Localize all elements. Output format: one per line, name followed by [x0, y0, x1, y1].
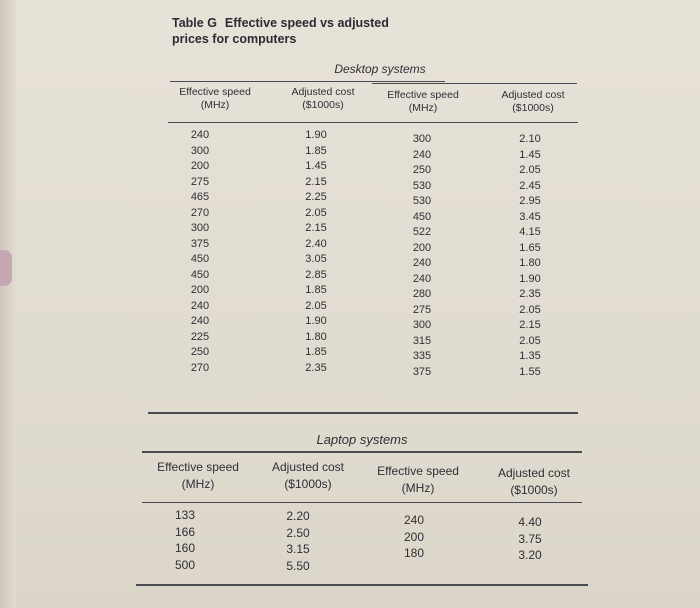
cell: 200 — [403, 529, 425, 544]
cell: 240 — [412, 257, 432, 269]
laptop-column-cost-1 — [268, 508, 328, 574]
cell: 1.45 — [305, 160, 327, 172]
cell: 2.85 — [305, 268, 327, 281]
cell: 3.75 — [518, 531, 542, 546]
cell: 1.65 — [519, 241, 541, 254]
cell: 450 — [190, 253, 210, 265]
cell: 375 — [412, 365, 432, 378]
header-unit: (MHz) — [408, 102, 438, 114]
laptop-header-speed-1 — [138, 459, 258, 493]
cell: 450 — [412, 210, 432, 223]
cell: 2.40 — [305, 237, 327, 250]
cell: 275 — [190, 175, 210, 188]
desktop-caption: Desktop systems — [334, 62, 426, 76]
laptop-column-speed-2 — [384, 512, 444, 562]
cell: 270 — [190, 206, 210, 219]
cell: 2.20 — [286, 509, 310, 523]
cell: 240 — [190, 129, 210, 141]
cell: 3.45 — [519, 210, 541, 223]
title-line-2: prices for computers — [172, 32, 297, 46]
cell: 300 — [190, 222, 210, 234]
cell: 1.90 — [305, 129, 327, 141]
cell: 450 — [190, 268, 210, 281]
header-unit: ($1000s) — [512, 102, 554, 114]
cell: 4.15 — [519, 226, 541, 238]
cell: 2.05 — [305, 206, 327, 219]
cell: 3.20 — [518, 548, 542, 562]
cell: 240 — [412, 148, 432, 161]
header-text: Adjusted cost — [271, 460, 345, 474]
background-object — [0, 250, 12, 286]
laptop-column-cost-2 — [500, 514, 560, 564]
cell: 1.90 — [305, 315, 327, 327]
cell: 530 — [412, 179, 432, 192]
page-edge-shadow — [0, 0, 16, 608]
cell: 225 — [190, 330, 210, 343]
header-unit: ($1000s) — [284, 477, 332, 491]
cell: 4.40 — [518, 515, 542, 529]
desktop-column-cost-1 — [286, 128, 346, 376]
desktop-column-speed-2 — [392, 132, 452, 380]
cell: 2.15 — [305, 222, 327, 234]
header-text: Effective speed — [179, 86, 251, 98]
desktop-column-speed-1 — [170, 128, 230, 376]
cell: 1.85 — [305, 144, 327, 157]
cell: 2.45 — [519, 179, 541, 192]
cell: 1.45 — [519, 148, 541, 161]
cell: 250 — [190, 346, 210, 358]
laptop-header-speed-2 — [358, 463, 478, 497]
cell: 1.35 — [519, 350, 541, 362]
cell: 180 — [403, 546, 425, 560]
cell: 2.25 — [305, 191, 327, 203]
title-line-1: Effective speed vs adjusted — [224, 16, 389, 30]
cell: 335 — [412, 350, 432, 362]
cell: 465 — [190, 191, 210, 203]
header-text: Effective speed — [157, 460, 239, 474]
header-text: Effective speed — [377, 464, 459, 478]
cell: 1.80 — [519, 257, 541, 269]
header-text: Adjusted cost — [497, 466, 571, 480]
cell: 240 — [190, 315, 210, 327]
cell: 160 — [174, 541, 196, 555]
cell: 133 — [174, 508, 196, 522]
desktop-top-rule-left — [170, 81, 445, 82]
cell: 2.95 — [519, 195, 541, 207]
cell: 2.05 — [519, 164, 541, 176]
laptop-header-cost-1 — [248, 459, 368, 493]
table-label: Table G — [172, 16, 217, 30]
cell: 1.80 — [305, 330, 327, 343]
header-unit: (MHz) — [200, 99, 230, 111]
desktop-header-rule — [168, 122, 578, 123]
cell: 530 — [412, 195, 432, 207]
cell: 240 — [403, 513, 425, 527]
cell: 250 — [412, 164, 432, 176]
cell: 200 — [412, 241, 432, 254]
header-unit: ($1000s) — [510, 483, 558, 497]
laptop-header-cost-2 — [474, 465, 594, 499]
cell: 315 — [412, 334, 432, 347]
header-unit: ($1000s) — [302, 99, 344, 111]
cell: 3.15 — [286, 542, 310, 556]
cell: 200 — [190, 284, 210, 296]
desktop-header-cost-2 — [478, 89, 588, 115]
header-text: Adjusted cost — [501, 89, 565, 101]
cell: 3.05 — [305, 253, 327, 265]
cell: 375 — [190, 237, 210, 250]
cell: 2.35 — [305, 361, 327, 374]
header-unit: (MHz) — [181, 477, 215, 491]
cell: 240 — [412, 272, 432, 285]
cell: 1.90 — [519, 272, 541, 285]
desktop-top-rule-right — [372, 83, 577, 84]
cell: 2.15 — [305, 175, 327, 188]
cell: 1.55 — [519, 365, 541, 378]
cell: 200 — [190, 160, 210, 172]
desktop-header-cost-1 — [268, 86, 378, 112]
header-unit: (MHz) — [401, 481, 435, 495]
cell: 2.05 — [519, 303, 541, 316]
desktop-header-speed-2 — [368, 89, 478, 115]
header-text: Effective speed — [387, 89, 459, 101]
laptop-bottom-rule — [136, 584, 588, 586]
laptop-top-rule — [142, 451, 582, 453]
desktop-column-cost-2 — [500, 132, 560, 380]
cell: 1.85 — [305, 284, 327, 296]
cell: 240 — [190, 299, 210, 312]
cell: 2.15 — [519, 319, 541, 331]
cell: 275 — [412, 303, 432, 316]
header-text: Adjusted cost — [291, 86, 355, 98]
laptop-caption: Laptop systems — [316, 432, 408, 447]
cell: 280 — [412, 288, 432, 300]
table-title — [172, 15, 389, 47]
desktop-bottom-rule — [148, 412, 578, 414]
cell: 2.50 — [286, 525, 310, 540]
cell: 300 — [190, 144, 210, 157]
cell: 2.05 — [305, 299, 327, 312]
cell: 5.50 — [286, 558, 310, 573]
cell: 2.05 — [519, 334, 541, 347]
cell: 500 — [174, 557, 196, 572]
cell: 270 — [190, 361, 210, 374]
cell: 2.10 — [519, 133, 541, 145]
cell: 166 — [174, 524, 196, 539]
desktop-header-speed-1 — [160, 86, 270, 112]
cell: 2.35 — [519, 288, 541, 300]
cell: 1.85 — [305, 346, 327, 358]
cell: 300 — [412, 319, 432, 331]
laptop-header-rule — [142, 502, 582, 503]
laptop-column-speed-1 — [160, 507, 210, 573]
cell: 522 — [412, 226, 432, 238]
cell: 300 — [412, 133, 432, 145]
